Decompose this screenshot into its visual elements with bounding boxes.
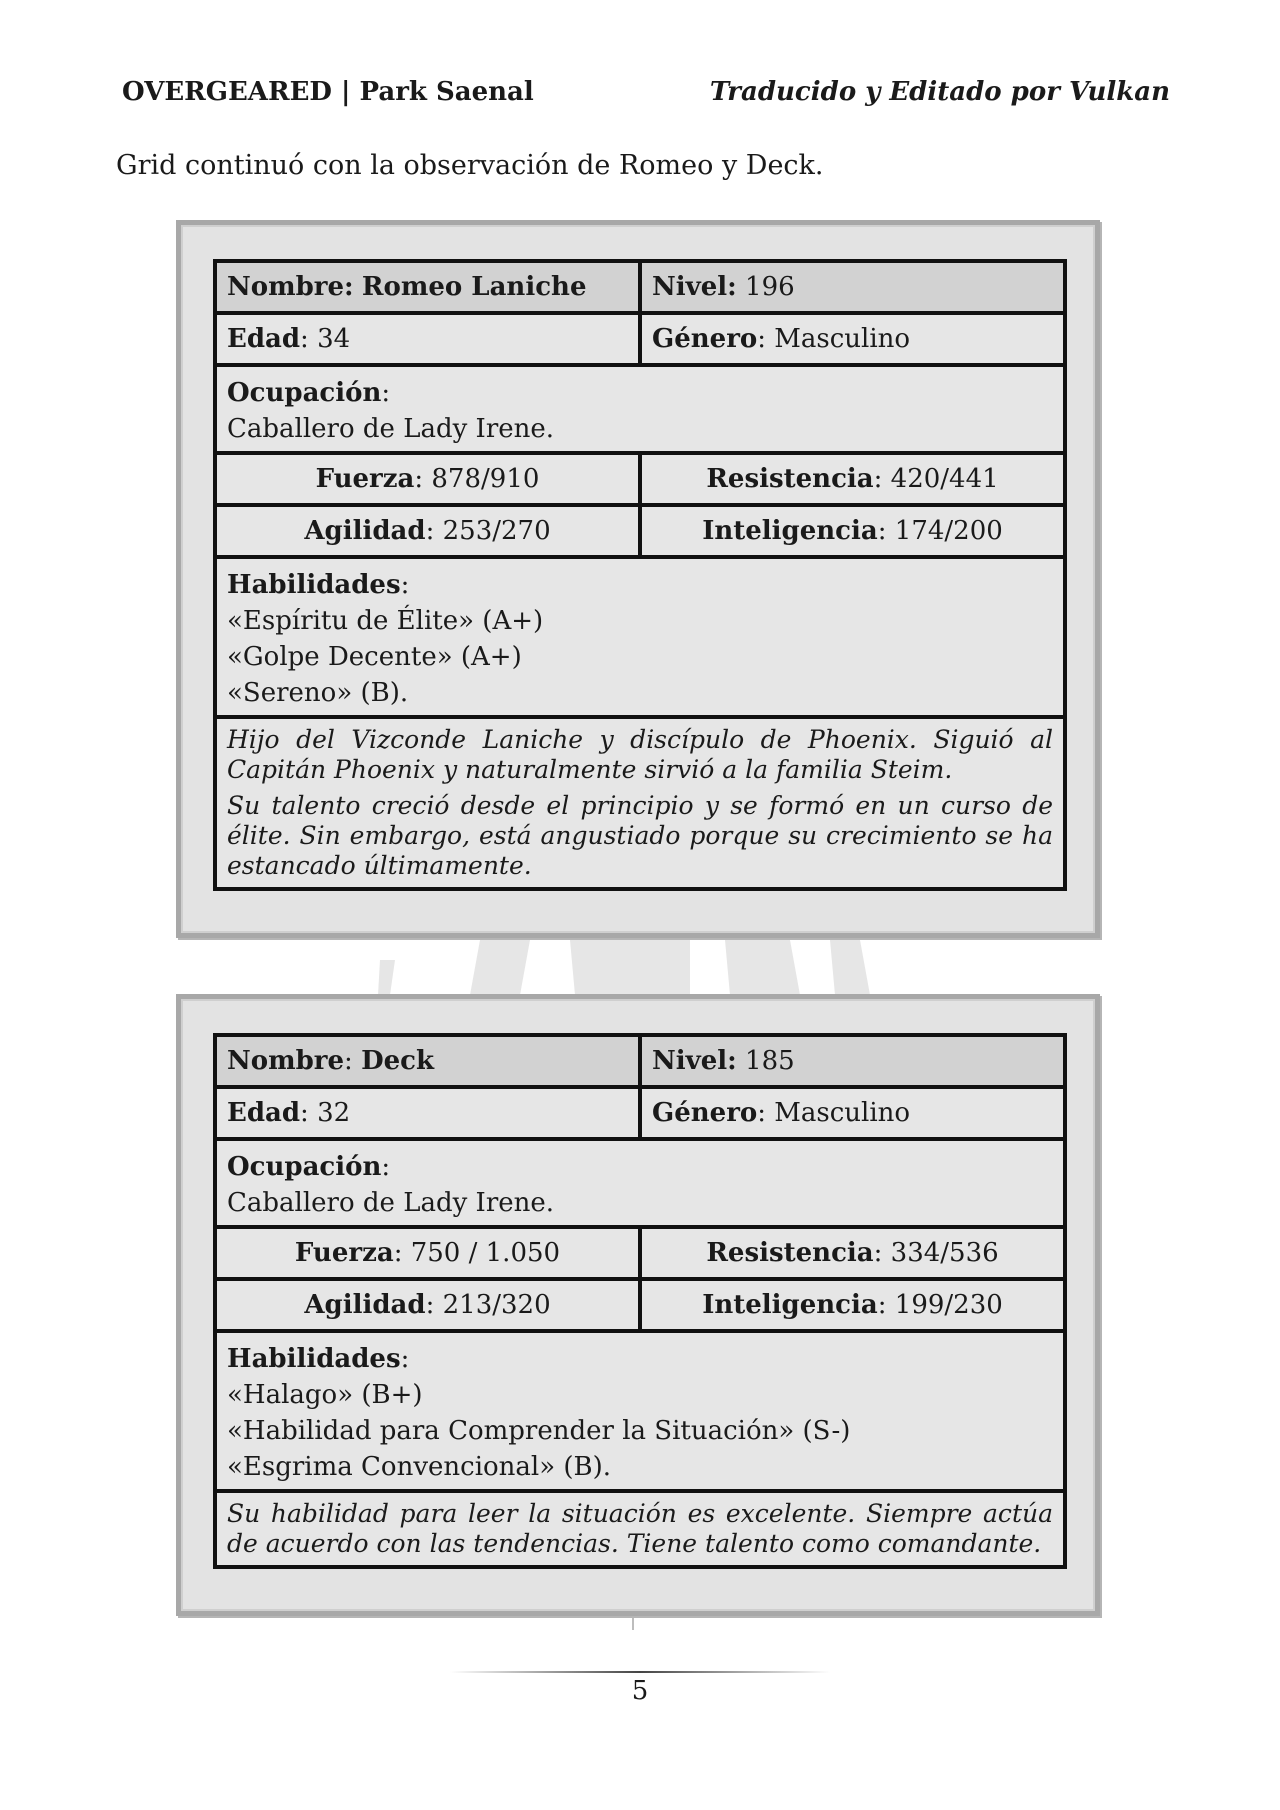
strength-label: Fuerza	[294, 1238, 394, 1268]
name-label: Nombre	[227, 1046, 345, 1076]
intelligence-label: Inteligencia	[702, 1290, 878, 1320]
description-paragraph: Su talento creció desde el principio y se formó en un curso de élite. Sin embargo, está angustiado porque su crecimiento se ha estancado últimamente.	[227, 791, 1053, 880]
status-row-description	[217, 715, 1063, 887]
level-cell	[638, 1037, 1063, 1085]
occupation-value: Caballero de Lady Irene.	[227, 1188, 555, 1218]
status-row-occupation	[217, 363, 1063, 451]
intelligence-label: Inteligencia	[702, 516, 878, 546]
stamina-value: 420/441	[890, 464, 999, 494]
name-value: Romeo Laniche	[361, 272, 587, 302]
status-table	[213, 259, 1067, 891]
stamina-label: Resistencia	[706, 1238, 874, 1268]
status-row-agility	[217, 1277, 1063, 1329]
agility-value: 253/270	[442, 516, 551, 546]
name-cell	[217, 263, 638, 311]
intelligence-cell: Inteligencia : 199/230	[638, 1281, 1063, 1329]
age-value: 34	[317, 324, 351, 354]
gender-cell: Género : Masculino	[638, 1089, 1063, 1137]
occupation-cell: Ocupación: Caballero de Lady Irene.	[217, 367, 564, 451]
level-label: Nivel:	[652, 1046, 737, 1076]
strength-label: Fuerza	[315, 464, 415, 494]
gender-label: Género	[652, 324, 758, 354]
agility-label: Agilidad	[304, 1290, 426, 1320]
occupation-label: Ocupación	[227, 378, 382, 408]
strength-cell: Fuerza : 878/910	[315, 464, 540, 494]
intelligence-cell: Inteligencia : 174/200	[638, 507, 1063, 555]
skill-item: «Habilidad para Comprender la Situación» (S-)	[227, 1416, 851, 1446]
skills-cell: Habilidades: «Espíritu de Élite» (A+) «Golpe Decente» (A+) «Sereno» (B).	[217, 559, 553, 715]
skill-item: «Espíritu de Élite» (A+)	[227, 606, 544, 636]
skills-label: Habilidades	[227, 570, 401, 600]
status-row-name	[217, 263, 1063, 311]
footer-divider	[450, 1670, 830, 1674]
intro-paragraph: Grid continuó con la observación de Romeo y Deck.	[116, 150, 824, 181]
age-label: Edad	[227, 324, 301, 354]
skill-item: «Golpe Decente» (A+)	[227, 642, 522, 672]
agility-value: 213/320	[442, 1290, 551, 1320]
age-cell: Edad : 32	[227, 1098, 351, 1128]
age-value: 32	[317, 1098, 351, 1128]
name-cell: Nombre : Deck	[217, 1037, 638, 1085]
header-credits: Traducido y Editado por Vulkan	[709, 77, 1170, 107]
level-value: 185	[745, 1046, 795, 1076]
stamina-label: Resistencia	[706, 464, 874, 494]
status-window-romeo	[176, 220, 1100, 938]
stamina-cell: Resistencia : 334/536	[638, 1229, 1063, 1277]
skill-item: «Halago» (B+)	[227, 1380, 423, 1410]
gender-label: Género	[652, 1098, 758, 1128]
gender-value: Masculino	[774, 324, 911, 354]
age-cell: Edad : 34	[227, 324, 351, 354]
agility-cell: Agilidad : 213/320	[304, 1290, 551, 1320]
description-cell	[217, 719, 1063, 887]
page-number: 5	[631, 1676, 649, 1706]
status-row-strength	[217, 1225, 1063, 1277]
strength-cell: Fuerza : 750 / 1.050	[294, 1238, 561, 1268]
page-header	[122, 72, 1170, 112]
occupation-value: Caballero de Lady Irene.	[227, 414, 555, 444]
status-row-occupation	[217, 1137, 1063, 1225]
occupation-cell: Ocupación: Caballero de Lady Irene.	[217, 1141, 564, 1225]
level-label: Nivel:	[652, 272, 737, 302]
occupation-label: Ocupación	[227, 1152, 382, 1182]
skills-cell: Habilidades: «Halago» (B+) «Habilidad para Comprender la Situación» (S-) «Esgrima Convencional» (B).	[217, 1333, 860, 1489]
status-row-agility	[217, 503, 1063, 555]
age-label: Edad	[227, 1098, 301, 1128]
skill-item: «Sereno» (B).	[227, 678, 409, 708]
name-label: Nombre:	[227, 272, 354, 302]
gender-cell: Género : Masculino	[638, 315, 1063, 363]
agility-label: Agilidad	[304, 516, 426, 546]
strength-value: 878/910	[431, 464, 540, 494]
status-row-strength	[217, 451, 1063, 503]
description-paragraph: Su habilidad para leer la situación es excelente. Siempre actúa de acuerdo con las tendencias. Tiene talento como comandante.	[227, 1499, 1053, 1558]
strength-value: 750 / 1.050	[410, 1238, 561, 1268]
description-paragraph: Hijo del Vizconde Laniche y discípulo de Phoenix. Siguió al Capitán Phoenix y naturalmente sirvió a la familia Steim.	[227, 725, 1053, 784]
skills-label: Habilidades	[227, 1344, 401, 1374]
header-book-title: OVERGEARED | Park Saenal	[122, 77, 534, 107]
level-cell	[638, 263, 1063, 311]
description-cell	[217, 1493, 1063, 1565]
status-row-skills	[217, 555, 1063, 715]
intelligence-value: 199/230	[894, 1290, 1003, 1320]
gender-value: Masculino	[774, 1098, 911, 1128]
status-row-description	[217, 1489, 1063, 1565]
status-row-age	[217, 1085, 1063, 1137]
status-row-skills	[217, 1329, 1063, 1489]
stamina-cell: Resistencia : 420/441	[638, 455, 1063, 503]
agility-cell: Agilidad : 253/270	[304, 516, 551, 546]
skill-item: «Esgrima Convencional» (B).	[227, 1452, 612, 1482]
status-row-age	[217, 311, 1063, 363]
stamina-value: 334/536	[890, 1238, 999, 1268]
status-row-name	[217, 1037, 1063, 1085]
intelligence-value: 174/200	[894, 516, 1003, 546]
status-window-deck	[176, 994, 1100, 1616]
status-table	[213, 1033, 1067, 1569]
level-value: 196	[745, 272, 795, 302]
name-value: Deck	[361, 1046, 435, 1076]
